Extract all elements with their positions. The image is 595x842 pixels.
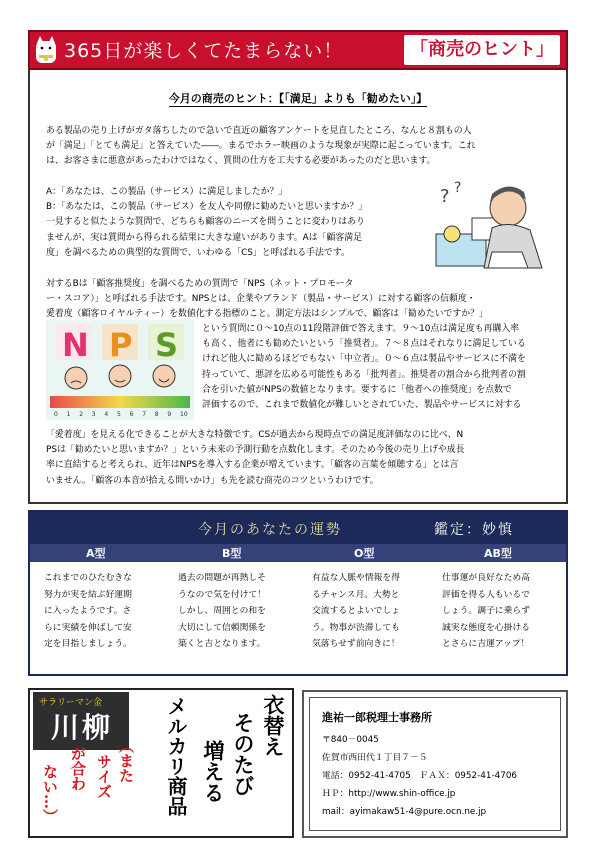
text-line: PSは「勧めたいと思いますか？」という未来の予測行動を点数化します。そのため今後の売り上げや成長 <box>46 445 465 456</box>
text-line: B：「あなたは、この製品（サービス）を友人や同僚に勧めたいと思いますか？」 <box>46 202 368 213</box>
nps-illustration <box>46 320 194 420</box>
text-line: 気落ちせず前向きに！ <box>312 639 400 649</box>
nps-scale-tick: 0 <box>54 411 58 418</box>
article-paragraph-3 <box>46 277 552 323</box>
text-line: けれど他人に勧めるほどでもない「中立者」。０〜６点は製品やサービスに不満を <box>202 354 526 365</box>
text-line: うなので気を付けて！ <box>178 589 266 600</box>
text-line: るチャンス月。大勢と <box>312 589 400 600</box>
nps-scale-tick: 4 <box>104 411 109 418</box>
text-line: らに実績を伸ばして安 <box>44 622 132 633</box>
nps-scale-tick: 5 <box>117 411 121 418</box>
article-title: 今月の商売のヒント：【「満足」よりも「勧めたい」】 <box>168 92 428 105</box>
fortune-text-ab <box>442 570 554 653</box>
nps-letter-s: S <box>155 326 179 364</box>
text-line: 一見すると似たような質問で、どちらも顧客のニーズを問うことに変わりはあり <box>46 217 365 228</box>
office-address: 佐賀市西田代１丁目７－５ <box>322 753 428 763</box>
nps-scale-tick: 10 <box>180 411 188 418</box>
article-paragraph-1 <box>46 124 552 170</box>
senryu-column-2: そのたび <box>231 712 256 796</box>
text-line: 定を目指しましょう。 <box>44 639 132 649</box>
fortune-text-o <box>312 570 424 653</box>
text-line: 誠実な態度を心掛ける <box>442 622 530 633</box>
banner-hint-label: 「商売のヒント」 <box>404 35 560 65</box>
senryu-column-3: 増える <box>201 740 226 803</box>
type-label-a: A型 <box>86 547 106 560</box>
text-line: 対するBは「顧客推奨度」を調べるための質問で「NPS（ネット・プロモータ <box>46 279 354 289</box>
text-line: ある製品の売り上げがガタ落ちしたので急いで直近の顧客アンケートを見直したところ、なんと８割もの人 <box>46 126 472 136</box>
text-line: 大切にして信頼関係を <box>178 622 266 633</box>
text-line: しかし、周囲との和を <box>178 606 266 616</box>
text-line: 過去の問題が再熱しそ <box>178 573 266 583</box>
fortune-appraiser: 鑑定：妙慎 <box>434 522 514 538</box>
text-line: 愛着度（顧客ロイヤルティー）を数値化する指標のこと。測定方法はシンプルで、顧客は「勧めたいですか？」 <box>46 309 488 320</box>
nps-letter-p: P <box>109 326 133 364</box>
senryu-column-1: 衣替え <box>261 694 286 757</box>
text-line: ー・スコア）」と呼ばれる手法です。NPSとは、企業やブランド（製品・サービス）に対する顧客の信頼度・ <box>46 294 476 305</box>
text-line: う。物事が渋滞しても <box>312 622 400 633</box>
text-line: は、お客さまに悪意があったわけではなく、質問の仕方を工夫する必要があったのだと思います。 <box>46 156 436 167</box>
text-line: 持っていて、悪評を広める可能性もある「批判者」。推奨者の割合から批判者の割 <box>202 369 526 380</box>
fortune-text-b <box>178 570 290 653</box>
text-line: 有益な人脈や情報を得 <box>312 573 400 583</box>
text-line: A：「あなたは、この製品（サービス）に満足しましたか？」 <box>46 187 288 197</box>
text-line: 合を引いた値がNPSの数値となります。要するに「他者への推奨度」を点数で <box>202 384 512 395</box>
senryu-tag-small: サラリーマン金 <box>39 698 103 708</box>
office-postal: 〒840－0045 <box>322 735 379 745</box>
text-line: 努力が実を結ぶ好運期 <box>44 589 132 600</box>
office-name: 進祐一郎税理士事務所 <box>322 711 432 724</box>
nps-scale-tick: 2 <box>79 411 84 418</box>
senryu-note-4: ない…） <box>41 764 59 824</box>
text-line: 評価するので、これまで数値化が難しいとされていた、製品やサービスに対する <box>202 400 522 411</box>
nps-scale-tick: 1 <box>66 411 71 418</box>
senryu-note-3: が合わ <box>69 746 87 791</box>
text-line: 度」を調べるための典型的な質問で、いわゆる「CS」と呼ばれる手法です。 <box>46 247 350 258</box>
senryu-note-1: （また <box>117 738 135 783</box>
text-line: ませんが、実は質問から得られる結果に大きな違いがあります。Aは「顧客満足 <box>46 232 362 243</box>
fortune-header <box>30 512 566 544</box>
office-tel-fax: 電話：0952-41-4705 ＦＡＸ：0952-41-4706 <box>322 771 518 781</box>
banner-title: 365日が楽しくてたまらない！ <box>64 40 344 62</box>
article-paragraph-2 <box>46 185 426 261</box>
text-line: いません。「顧客の本音が拾える問いかけ」も先を読む商売のコツというわけです。 <box>46 475 379 486</box>
text-line: という質問に０〜10点の11段階評価で答えます。９〜10点は満足度も再購入率 <box>202 324 520 334</box>
type-label-b: B型 <box>222 547 242 560</box>
header-banner <box>28 30 568 70</box>
senryu-tag-big: 川柳 <box>51 711 114 744</box>
article-paragraph-4 <box>202 322 552 413</box>
text-line: しょう。調子に乗らず <box>442 606 530 616</box>
text-line: 「愛着度」を見える化できることが大きな特徴です。CSが過去から現時点での満足度評価なのに比べ、N <box>46 430 464 440</box>
senryu-tag <box>33 692 129 750</box>
senryu-column-4: メルカリ商品 <box>164 696 188 816</box>
nps-scale-tick: 7 <box>142 411 147 418</box>
text-line: 交流するとよいでしょ <box>312 606 400 616</box>
text-line: 仕事運が良好なため高 <box>442 573 530 583</box>
text-line: これまでのひたむきな <box>44 573 132 583</box>
nps-letter-n: N <box>62 326 89 364</box>
office-homepage-link[interactable]: ＨＰ：http://www.shin-office.jp <box>322 789 456 799</box>
text-line: も高く、他者にも勧めたいという「推奨者」。７〜８点はそれなりに満足している <box>202 339 526 350</box>
senryu-note-2: サイズ <box>95 754 113 799</box>
blood-type-bar <box>30 544 566 562</box>
text-line: とさらに吉運アップ！ <box>442 639 530 649</box>
lucky-cat-icon <box>34 35 58 65</box>
nps-scale-tick: 9 <box>167 411 172 418</box>
svg-text:?: ? <box>440 186 450 207</box>
text-line: 評価を得る人もいるで <box>442 589 530 600</box>
fortune-heading: 今月のあなたの運勢 <box>198 522 342 538</box>
text-line: 築くと吉となります。 <box>178 639 266 649</box>
nps-scale-tick: 3 <box>91 411 96 418</box>
nps-scale-tick: 6 <box>129 411 134 418</box>
office-email-link[interactable]: mail：ayimakaw51-4@pure.ocn.ne.jp <box>322 807 487 817</box>
text-line: 率に直結すると考えられ、近年はNPSを導入する企業が増えています。「顧客の言葉を傾聴する」とは言 <box>46 460 459 471</box>
text-line: が「満足」「とても満足」と答えていた――。まるでホラー映画のような現象が実際に起こっています。これ <box>46 141 476 152</box>
svg-text:?: ? <box>454 180 462 196</box>
article-paragraph-5 <box>46 428 552 489</box>
text-line: に入ったようです。さ <box>44 606 132 616</box>
nps-scale-tick: 8 <box>154 411 159 418</box>
fortune-text-a <box>44 570 156 653</box>
type-label-ab: AB型 <box>484 547 512 560</box>
worried-man-illustration <box>432 178 554 270</box>
type-label-o: O型 <box>354 547 375 560</box>
